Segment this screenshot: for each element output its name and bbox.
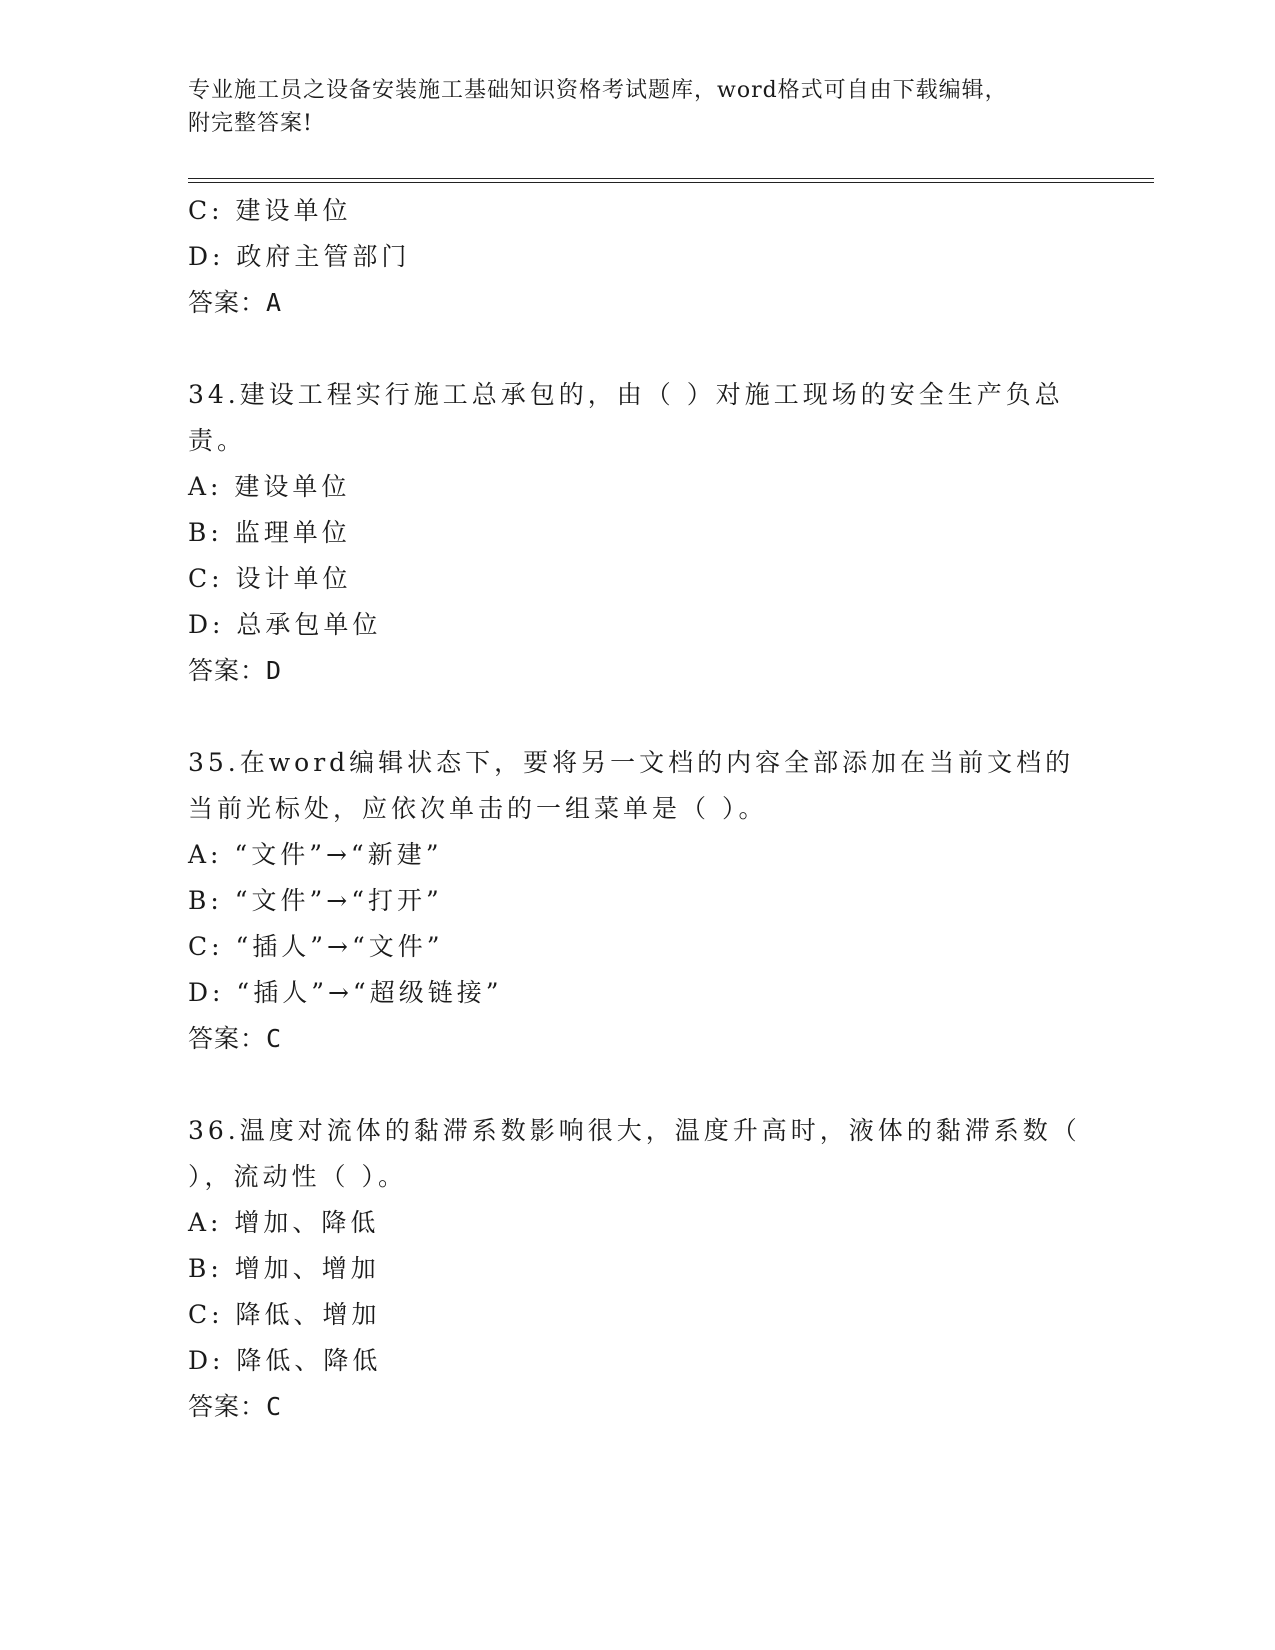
spacer — [188, 326, 1088, 372]
question-stem-line-2: 责。 — [188, 426, 247, 455]
question-36 — [188, 1108, 1088, 1430]
question-35 — [188, 740, 1088, 1062]
question-stem-line-1: 34.建设工程实行施工总承包的，由（ ）对施工现场的安全生产负总 — [188, 380, 1064, 409]
header-line-2: 附完整答案! — [188, 111, 313, 136]
option-a: A: 增加、降低 — [188, 1208, 380, 1237]
option-d: D: “插人”→“超级链接” — [188, 978, 503, 1007]
option-d: D: 总承包单位 — [188, 610, 382, 639]
header-line-1: 专业施工员之设备安装施工基础知识资格考试题库，word格式可自由下载编辑， — [188, 78, 1008, 103]
option-d: D: 政府主管部门 — [188, 242, 411, 271]
question-stem-line-2: ），流动性（ ）。 — [188, 1162, 407, 1191]
question-34 — [188, 372, 1088, 694]
option-c: C: 设计单位 — [188, 564, 352, 593]
option-a: A: “文件”→“新建” — [188, 840, 443, 869]
option-a: A: 建设单位 — [188, 472, 351, 501]
answer-line: 答案：D — [188, 656, 283, 685]
question-33-tail — [188, 188, 1088, 326]
spacer — [188, 1062, 1088, 1108]
document-body — [188, 188, 1088, 1430]
option-c: C: “插人”→“文件” — [188, 932, 444, 961]
document-header — [188, 74, 1088, 140]
answer-line: 答案：C — [188, 1024, 283, 1053]
question-stem-line-1: 36.温度对流体的黏滞系数影响很大，温度升高时，液体的黏滞系数（ — [188, 1116, 1081, 1145]
header-divider — [188, 178, 1154, 183]
option-d: D: 降低、降低 — [188, 1346, 382, 1375]
answer-line: 答案：A — [188, 288, 283, 317]
option-c: C: 降低、增加 — [188, 1300, 381, 1329]
question-stem-line-1: 35.在word编辑状态下，要将另一文档的内容全部添加在当前文档的 — [188, 748, 1075, 777]
option-b: B: 增加、增加 — [188, 1254, 380, 1283]
option-c: C: 建设单位 — [188, 196, 352, 225]
option-b: B: “文件”→“打开” — [188, 886, 443, 915]
question-stem-line-2: 当前光标处，应依次单击的一组菜单是（ ）。 — [188, 794, 768, 823]
spacer — [188, 694, 1088, 740]
answer-line: 答案：C — [188, 1392, 283, 1421]
option-b: B: 监理单位 — [188, 518, 351, 547]
